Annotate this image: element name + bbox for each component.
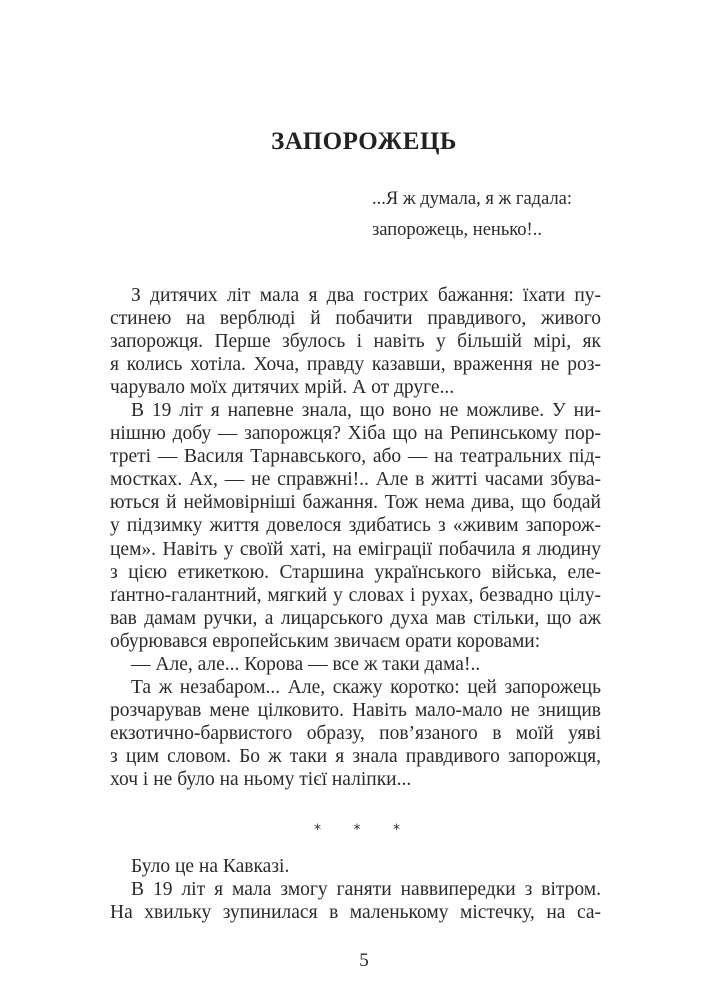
text-line: Було це на Кавказі. [131, 856, 290, 877]
text-line: хоч і не було на ньому тієї наліпки... [110, 768, 412, 790]
text-line: ґантно-галантний, мягкий у словах і рухах, безвадно цілу- [110, 584, 601, 606]
page-number: 5 [359, 950, 369, 971]
text-line: екзотично-барвистого образу, пов’язаного в моїй уяві [110, 722, 601, 744]
text-line: На хвильку зупинилася в маленькому містечку, на са- [110, 902, 601, 924]
text-line: я колись хотіла. Хоча, правду казавши, враження не роз- [110, 354, 601, 376]
text-line: ються й неймовірніші бажання. Тож нема дива, що бодай [110, 492, 601, 514]
epigraph-line: запорожець, ненько!.. [372, 220, 542, 240]
body-text-section-2 [110, 855, 601, 924]
text-line: В 19 літ я мала змогу ганяти наввипередки з вітром. [131, 879, 601, 901]
text-line: стинею на верблюді й побачити правдивого, живого [110, 308, 601, 330]
text-line: мостках. Ах, — не справжні!.. Але в житті часами збува- [110, 469, 601, 491]
text-line: вав дамам ручки, а лицарського духа мав стільки, що аж [110, 607, 601, 629]
text-line: нішню добу — запорожця? Хіба що на Репинському пор- [110, 423, 601, 445]
text-line: з цією етикеткою. Старшина українського війська, еле- [110, 561, 601, 583]
text-line: з цим словом. Бо ж таки я знала правдивого запорожця, [110, 745, 601, 767]
body-text-section-1 [110, 284, 601, 791]
text-line: обурювався европейським звичаєм орати коровами: [110, 630, 541, 652]
epigraph [372, 184, 572, 246]
text-line: запорожця. Перше збулось і навіть у більшій мірі, як [110, 331, 601, 353]
section-separator: * * * [314, 822, 414, 838]
text-line: розчарував мене цілковито. Навіть мало-мало не знищив [110, 699, 601, 721]
chapter-title: ЗАПОРОЖЕЦЬ [271, 128, 457, 155]
text-line: З дитячих літ мала я два гострих бажання: їхати пу- [131, 285, 601, 306]
epigraph-line: ...Я ж думала, я ж гадала: [372, 189, 573, 209]
text-line: Та ж незабаром... Але, скажу коротко: цей запорожець [131, 676, 601, 698]
text-line: цем». Навіть у своїй хаті, на еміграції побачила я людину [110, 538, 601, 560]
text-line: чарувало моїх дитячих мрій. А от друге... [110, 377, 455, 399]
text-line: у підзимку життя довелося здибатись з «живим запорож- [110, 515, 601, 537]
text-line: треті — Василя Тарнавського, або — на театральних під- [110, 446, 601, 468]
text-line: В 19 літ я напевне знала, що воно не можливе. У ни- [131, 400, 601, 422]
text-line: — Але, але... Корова — все ж таки дама!.. [131, 653, 481, 675]
